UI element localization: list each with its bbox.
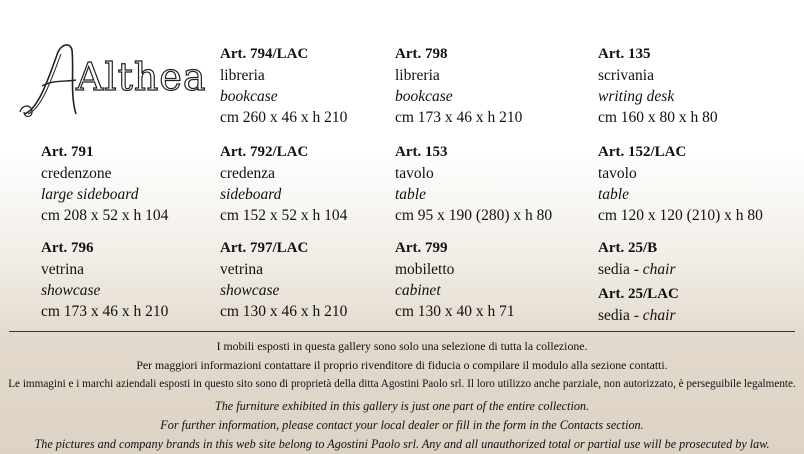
footer-line: The furniture exhibited in this gallery is just one part of the entire collection. (214, 399, 590, 413)
footer-line: For further information, please contact your local dealer or fill in the form in the Contacts section. (160, 418, 644, 432)
english-name: showcase (41, 282, 101, 299)
english-name: showcase (220, 282, 280, 299)
footer-line: I mobili esposti in questa gallery sono solo una selezione di tutta la collezione. (216, 339, 588, 353)
italian-name: scrivania (598, 67, 654, 84)
article-code: Art. 25/LAC (598, 286, 679, 302)
english-name: large sideboard (41, 186, 139, 203)
brand-name: Althea (76, 55, 207, 99)
italian-name: mobiletto (395, 261, 455, 278)
product-art-25lac (598, 284, 679, 326)
dimensions: cm 160 x 80 x h 80 (598, 109, 718, 126)
article-code: Art. 794/LAC (220, 46, 309, 62)
article-code: Art. 791 (41, 144, 94, 160)
italian-name: vetrina (41, 261, 85, 278)
article-code: Art. 135 (598, 46, 651, 62)
dimensions: cm 173 x 46 x h 210 (41, 303, 169, 320)
english-name: writing desk (598, 88, 675, 105)
product-art-152 (598, 142, 763, 226)
italian-name: libreria (220, 67, 265, 84)
italian-name: tavolo (395, 165, 434, 182)
italian-name: credenzone (41, 165, 112, 182)
italian-english-name (598, 259, 676, 280)
article-code: Art. 25/B (598, 240, 658, 256)
english-name: table (598, 186, 629, 203)
footer-line: Per maggiori informazioni contattare il proprio rivenditore di fiducia o compilare il modulo alla sezione contatti. (136, 358, 668, 372)
article-code: Art. 797/LAC (220, 240, 309, 256)
product-art-799 (395, 238, 515, 322)
product-art-153 (395, 142, 552, 226)
product-art-797 (220, 238, 347, 322)
footer-line: The pictures and company brands in this web site belong to Agostini Paolo srl. Any and all unauthorized total or partial use will be prosecuted by law. (34, 437, 770, 451)
dimensions: cm 208 x 52 x h 104 (41, 207, 169, 224)
english-name: sideboard (220, 186, 282, 203)
english-name: bookcase (395, 88, 453, 105)
article-code: Art. 152/LAC (598, 144, 687, 160)
product-art-798 (395, 44, 522, 128)
article-code: Art. 799 (395, 240, 448, 256)
italian-name: libreria (395, 67, 440, 84)
article-code: Art. 796 (41, 240, 94, 256)
english-name: chair (642, 307, 676, 324)
italian-name: tavolo (598, 165, 637, 182)
footer-english (0, 397, 804, 454)
english-name: cabinet (395, 282, 441, 299)
italian-name: sedia (598, 261, 630, 278)
product-art-25b (598, 238, 676, 280)
article-code: Art. 798 (395, 46, 448, 62)
dimensions: cm 260 x 46 x h 210 (220, 109, 348, 126)
product-art-794 (220, 44, 347, 128)
dimensions: cm 152 x 52 x h 104 (220, 207, 348, 224)
italian-english-name (598, 305, 679, 326)
dimensions: cm 130 x 46 x h 210 (220, 303, 348, 320)
footer-italian (0, 337, 804, 394)
name-separator: - (629, 307, 643, 324)
english-name: bookcase (220, 88, 278, 105)
product-art-791 (41, 142, 168, 226)
italian-name: sedia (598, 307, 630, 324)
article-code: Art. 792/LAC (220, 144, 309, 160)
product-art-796 (41, 238, 168, 322)
english-name: table (395, 186, 426, 203)
dimensions: cm 130 x 40 x h 71 (395, 303, 515, 320)
dimensions: cm 173 x 46 x h 210 (395, 109, 523, 126)
footer-line: Le immagini e i marchi aziendali esposti in questo sito sono di proprietà della ditta Agostini Paolo srl. Il loro utilizzo anche parziale, non autorizzato, è perseguibile legalmente. (8, 378, 796, 390)
italian-name: vetrina (220, 261, 264, 278)
dimensions: cm 120 x 120 (210) x h 80 (598, 207, 763, 224)
product-art-135 (598, 44, 718, 128)
article-code: Art. 153 (395, 144, 448, 160)
italian-name: credenza (220, 165, 276, 182)
footer-divider (9, 331, 795, 332)
name-separator: - (629, 261, 643, 278)
dimensions: cm 95 x 190 (280) x h 80 (395, 207, 553, 224)
product-art-792 (220, 142, 347, 226)
althea-logo (18, 40, 207, 120)
english-name: chair (642, 261, 676, 278)
